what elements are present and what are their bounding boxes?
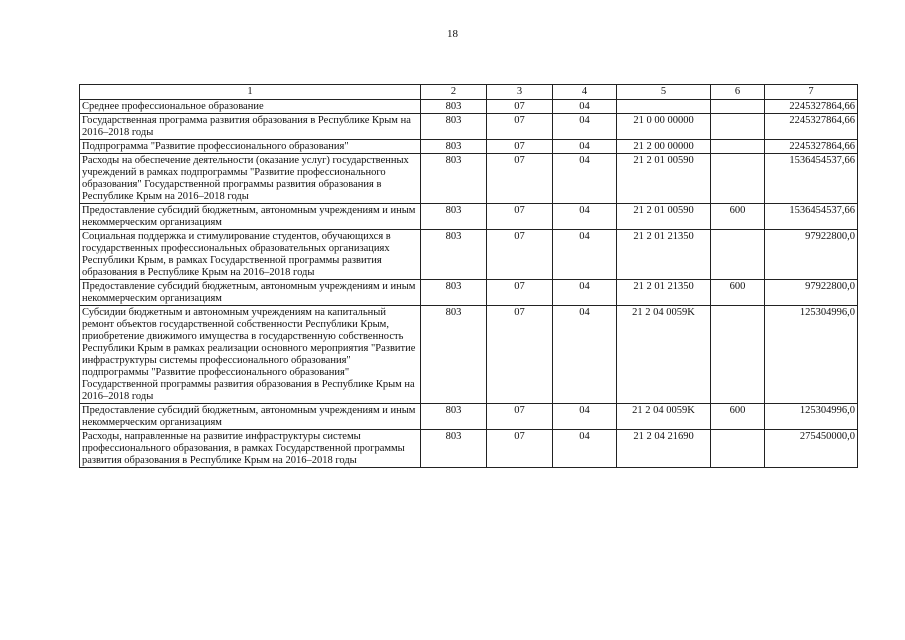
target-article-cell: 21 2 01 21350 — [617, 280, 711, 306]
section-code-cell: 07 — [487, 114, 553, 140]
amount-cell: 2245327864,66 — [765, 140, 858, 154]
ministry-code-cell: 803 — [421, 306, 487, 404]
subsection-code-cell: 04 — [553, 140, 617, 154]
expense-name-cell: Предоставление субсидий бюджетным, автономным учреждениям и иным некоммерческим организациям — [80, 204, 421, 230]
section-code-cell: 07 — [487, 100, 553, 114]
table-row — [80, 430, 858, 468]
table-row — [80, 280, 858, 306]
table-row — [80, 140, 858, 154]
amount-cell: 1536454537,66 — [765, 154, 858, 204]
amount-cell: 2245327864,66 — [765, 100, 858, 114]
subsection-code-cell: 04 — [553, 306, 617, 404]
subsection-code-cell: 04 — [553, 154, 617, 204]
section-code-cell: 07 — [487, 430, 553, 468]
amount-cell: 2245327864,66 — [765, 114, 858, 140]
ministry-code-cell: 803 — [421, 404, 487, 430]
expense-name-cell: Расходы на обеспечение деятельности (оказание услуг) государственных учреждений в рамках подпрограммы "Развитие профессионального образования" Государственной программы развития образования в Республике Крым на 2016–2018 годы — [80, 154, 421, 204]
amount-cell: 125304996,0 — [765, 404, 858, 430]
expense-name-cell: Предоставление субсидий бюджетным, автономным учреждениям и иным некоммерческим организациям — [80, 280, 421, 306]
ministry-code-cell: 803 — [421, 140, 487, 154]
ministry-code-cell: 803 — [421, 114, 487, 140]
subsection-code-cell: 04 — [553, 430, 617, 468]
section-code-cell: 07 — [487, 204, 553, 230]
table-header — [80, 85, 858, 100]
subsection-code-cell: 04 — [553, 100, 617, 114]
expense-name-cell: Государственная программа развития образования в Республике Крым на 2016–2018 годы — [80, 114, 421, 140]
ministry-code-cell: 803 — [421, 100, 487, 114]
subsection-code-cell: 04 — [553, 280, 617, 306]
header-col-6: 6 — [711, 85, 765, 100]
subsection-code-cell: 04 — [553, 114, 617, 140]
subsection-code-cell: 04 — [553, 204, 617, 230]
expense-type-cell — [711, 140, 765, 154]
amount-cell: 97922800,0 — [765, 230, 858, 280]
ministry-code-cell: 803 — [421, 230, 487, 280]
target-article-cell: 21 2 04 0059K — [617, 306, 711, 404]
target-article-cell: 21 2 01 00590 — [617, 204, 711, 230]
expense-name-cell: Среднее профессиональное образование — [80, 100, 421, 114]
table-row — [80, 204, 858, 230]
header-col-3: 3 — [487, 85, 553, 100]
target-article-cell: 21 0 00 00000 — [617, 114, 711, 140]
header-col-1: 1 — [80, 85, 421, 100]
ministry-code-cell: 803 — [421, 204, 487, 230]
target-article-cell: 21 2 00 00000 — [617, 140, 711, 154]
header-col-2: 2 — [421, 85, 487, 100]
section-code-cell: 07 — [487, 140, 553, 154]
table-row — [80, 100, 858, 114]
ministry-code-cell: 803 — [421, 154, 487, 204]
subsection-code-cell: 04 — [553, 230, 617, 280]
ministry-code-cell: 803 — [421, 280, 487, 306]
header-row — [80, 85, 858, 100]
subsection-code-cell: 04 — [553, 404, 617, 430]
target-article-cell: 21 2 04 0059K — [617, 404, 711, 430]
table-row — [80, 114, 858, 140]
header-col-7: 7 — [765, 85, 858, 100]
table-row — [80, 404, 858, 430]
table-row — [80, 306, 858, 404]
section-code-cell: 07 — [487, 280, 553, 306]
header-col-4: 4 — [553, 85, 617, 100]
expense-type-cell: 600 — [711, 280, 765, 306]
expense-type-cell — [711, 230, 765, 280]
target-article-cell — [617, 100, 711, 114]
expense-type-cell: 600 — [711, 404, 765, 430]
expense-type-cell — [711, 154, 765, 204]
expense-type-cell — [711, 114, 765, 140]
table-row — [80, 230, 858, 280]
expense-name-cell: Предоставление субсидий бюджетным, автономным учреждениям и иным некоммерческим организациям — [80, 404, 421, 430]
table-row — [80, 154, 858, 204]
section-code-cell: 07 — [487, 154, 553, 204]
header-col-5: 5 — [617, 85, 711, 100]
ministry-code-cell: 803 — [421, 430, 487, 468]
amount-cell: 125304996,0 — [765, 306, 858, 404]
amount-cell: 97922800,0 — [765, 280, 858, 306]
expense-name-cell: Субсидии бюджетным и автономным учреждениям на капитальный ремонт объектов государственной собственности Республики Крым, приобретение движимого имущества в государственную собственность Республики Крым в рамках реализации основного мероприятия "Развитие инфраструктуры системы профессионального образования" подпрограммы "Развитие профессионального образования" Государственной программы развития образования в Республике Крым на 2016–2018 годы — [80, 306, 421, 404]
expense-type-cell — [711, 100, 765, 114]
page-number: 18 — [447, 28, 458, 40]
expense-type-cell — [711, 306, 765, 404]
budget-table — [79, 84, 858, 468]
target-article-cell: 21 2 01 21350 — [617, 230, 711, 280]
amount-cell: 275450000,0 — [765, 430, 858, 468]
expense-type-cell: 600 — [711, 204, 765, 230]
target-article-cell: 21 2 01 00590 — [617, 154, 711, 204]
section-code-cell: 07 — [487, 306, 553, 404]
section-code-cell: 07 — [487, 230, 553, 280]
section-code-cell: 07 — [487, 404, 553, 430]
table-body — [80, 100, 858, 468]
expense-name-cell: Социальная поддержка и стимулирование студентов, обучающихся в государственных профессиональных образовательных организациях Республики Крым, в рамках Государственной программы развития образования в Республике Крым на 2016–2018 годы — [80, 230, 421, 280]
expense-name-cell: Подпрограмма "Развитие профессионального образования" — [80, 140, 421, 154]
expense-name-cell: Расходы, направленные на развитие инфраструктуры системы профессионального образования, в рамках Государственной программы развития образования в Республике Крым на 2016–2018 годы — [80, 430, 421, 468]
target-article-cell: 21 2 04 21690 — [617, 430, 711, 468]
amount-cell: 1536454537,66 — [765, 204, 858, 230]
expense-type-cell — [711, 430, 765, 468]
